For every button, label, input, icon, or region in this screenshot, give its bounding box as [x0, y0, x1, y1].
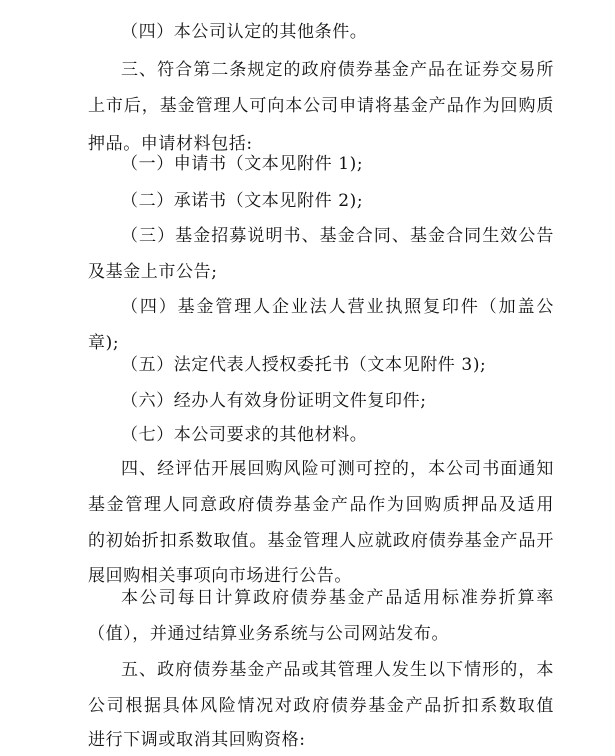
- text-line: （五）法定代表人授权委托书（文本见附件 3);: [121, 355, 487, 375]
- text-line: 展回购相关事项向市场进行公告。: [88, 566, 352, 586]
- text-line: 进行下调或取消其回购资格:: [88, 730, 306, 750]
- text-line: 及基金上市公告;: [88, 262, 218, 282]
- text-line: （值），并通过结算业务系统与公司网站发布。: [88, 624, 450, 644]
- text-line: （四）本公司认定的其他条件。: [121, 22, 368, 42]
- text-line: 本公司每日计算政府债券基金产品适用标准券折算率: [121, 588, 554, 608]
- text-line: （七）本公司要求的其他材料。: [121, 425, 368, 445]
- text-line: （三）基金招募说明书、基金合同、基金合同生效公告: [121, 226, 554, 246]
- text-line: 四、经评估开展回购风险可测可控的，本公司书面通知: [121, 459, 554, 479]
- text-line: （二）承诺书（文本见附件 2);: [121, 191, 364, 211]
- text-line: （一）申请书（文本见附件 1);: [121, 154, 364, 174]
- text-line: （六）经办人有效身份证明文件复印件;: [121, 391, 427, 411]
- text-line: 的初始折扣系数取值。基金管理人应就政府债券基金产品开: [88, 531, 554, 551]
- text-line: 基金管理人同意政府债券基金产品作为回购质押品及适用: [88, 495, 554, 515]
- text-line: 上市后，基金管理人可向本公司申请将基金产品作为回购质: [88, 96, 554, 116]
- text-line: 三、符合第二条规定的政府债券基金产品在证券交易所: [121, 60, 554, 80]
- text-line: 章);: [88, 333, 120, 353]
- text-line: （四）基金管理人企业法人营业执照复印件（加盖公: [121, 297, 554, 317]
- text-line: 五、政府债券基金产品或其管理人发生以下情形的，本: [121, 660, 554, 680]
- text-line: 押品。申请材料包括:: [88, 134, 253, 154]
- text-line: 公司根据具体风险情况对政府债券基金产品折扣系数取值: [88, 696, 554, 716]
